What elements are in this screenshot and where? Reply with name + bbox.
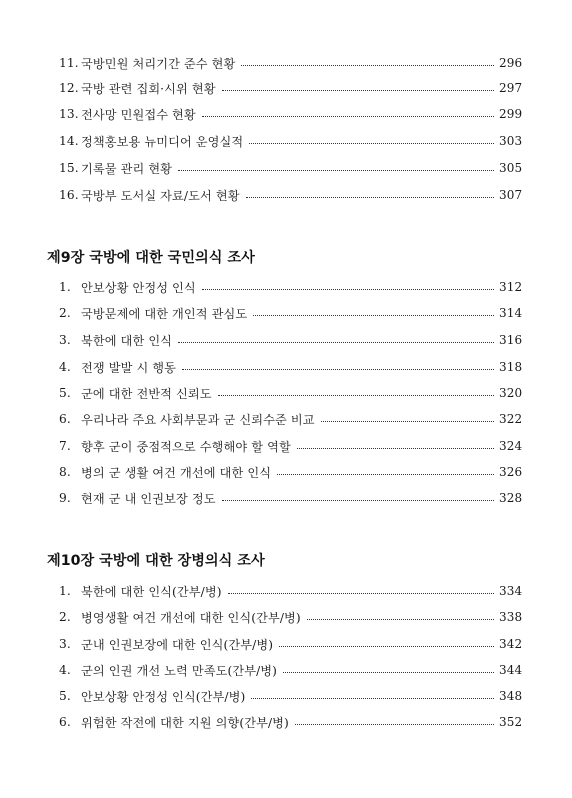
dot-leader	[178, 170, 494, 171]
toc-entry-number: 1.	[59, 280, 71, 294]
toc-entry[interactable]	[59, 53, 521, 73]
toc-entry-number: 11.	[59, 56, 79, 70]
toc-entry[interactable]	[59, 712, 521, 732]
toc-entry-title: 군내 인권보장에 대한 인식(간부/병)	[81, 637, 274, 652]
toc-entry-title: 병의 군 생활 여건 개선에 대한 인식	[81, 465, 272, 480]
toc-entry[interactable]	[59, 581, 521, 601]
dot-leader	[222, 90, 494, 91]
toc-entry-title: 군의 인권 개선 노력 만족도(간부/병)	[81, 663, 278, 678]
dot-leader	[222, 500, 494, 501]
toc-entry-title: 안보상황 안정성 인식	[81, 280, 196, 295]
toc-entry[interactable]	[59, 409, 521, 429]
toc-entry-number: 1.	[59, 584, 71, 598]
toc-entry-number: 16.	[59, 188, 79, 202]
toc-entry-number: 3.	[59, 333, 71, 347]
toc-entry-page: 328	[499, 491, 523, 505]
dot-leader	[307, 619, 494, 620]
toc-entry-title: 병영생활 여건 개선에 대한 인식(간부/병)	[81, 610, 301, 625]
toc-entry-number: 6.	[59, 412, 71, 426]
toc-entry-title: 국방문제에 대한 개인적 관심도	[81, 306, 248, 321]
toc-entry-page: 352	[499, 715, 523, 729]
toc-entry-number: 2.	[59, 306, 71, 320]
toc-entry[interactable]	[59, 78, 521, 98]
toc-entry-page: 314	[499, 306, 523, 320]
toc-entry-title: 기록물 관리 현황	[81, 161, 173, 176]
dot-leader	[283, 672, 494, 673]
toc-entry[interactable]	[59, 330, 521, 350]
toc-entry-title: 향후 군이 중점적으로 수행해야 할 역할	[81, 439, 291, 454]
toc-entry[interactable]	[59, 660, 521, 680]
toc-entry-page: 316	[499, 333, 523, 347]
toc-entry-number: 2.	[59, 610, 71, 624]
toc-entry-title: 우리나라 주요 사회부문과 군 신뢰수준 비교	[81, 412, 315, 427]
chapter-heading[interactable]: 제10장 국방에 대한 장병의식 조사	[47, 553, 265, 569]
toc-entry[interactable]	[59, 158, 521, 178]
toc-entry[interactable]	[59, 488, 521, 508]
dot-leader	[182, 369, 494, 370]
toc-entry-number: 8.	[59, 465, 71, 479]
toc-entry-number: 13.	[59, 107, 79, 121]
toc-entry-number: 14.	[59, 134, 79, 148]
toc-entry-number: 3.	[59, 637, 71, 651]
toc-entry-title: 위험한 작전에 대한 지원 의향(간부/병)	[81, 715, 289, 730]
toc-entry-page: 312	[499, 280, 523, 294]
toc-entry-number: 5.	[59, 689, 71, 703]
dot-leader	[178, 342, 494, 343]
dot-leader	[218, 395, 494, 396]
dot-leader	[321, 421, 494, 422]
dot-leader	[277, 474, 494, 475]
toc-entry-title: 국방 관련 집회·시위 현황	[81, 81, 216, 96]
dot-leader	[297, 448, 494, 449]
dot-leader	[295, 724, 494, 725]
toc-entry-title: 전쟁 발발 시 행동	[81, 360, 177, 375]
toc-entry-page: 322	[499, 412, 523, 426]
toc-entry-title: 전사망 민원접수 현황	[81, 107, 196, 122]
chapter-heading[interactable]: 제9장 국방에 대한 국민의식 조사	[47, 250, 255, 266]
toc-entry-page: 348	[499, 689, 523, 703]
toc-entry-number: 15.	[59, 161, 79, 175]
toc-entry-title: 군에 대한 전반적 신뢰도	[81, 386, 212, 401]
toc-entry[interactable]	[59, 131, 521, 151]
toc-entry-page: 305	[499, 161, 523, 175]
dot-leader	[279, 646, 494, 647]
toc-entry[interactable]	[59, 634, 521, 654]
toc-entry-title: 북한에 대한 인식	[81, 333, 173, 348]
toc-entry-title: 정책홍보용 뉴미디어 운영실적	[81, 134, 244, 149]
toc-entry-page: 334	[499, 584, 523, 598]
dot-leader	[253, 315, 494, 316]
toc-entry-page: 296	[499, 56, 523, 70]
toc-entry[interactable]	[59, 357, 521, 377]
toc-entry-number: 4.	[59, 360, 71, 374]
toc-entry[interactable]	[59, 185, 521, 205]
toc-entry-page: 326	[499, 465, 523, 479]
dot-leader	[202, 116, 494, 117]
toc-entry[interactable]	[59, 686, 521, 706]
toc-entry-page: 307	[499, 188, 523, 202]
toc-entry-number: 7.	[59, 439, 71, 453]
toc-entry-page: 324	[499, 439, 523, 453]
toc-entry-page: 342	[499, 637, 523, 651]
dot-leader	[202, 289, 494, 290]
toc-entry[interactable]	[59, 436, 521, 456]
toc-entry-page: 297	[499, 81, 523, 95]
dot-leader	[251, 698, 494, 699]
toc-entry-number: 4.	[59, 663, 71, 677]
toc-entry[interactable]	[59, 303, 521, 323]
toc-entry[interactable]	[59, 607, 521, 627]
toc-entry[interactable]	[59, 277, 521, 297]
dot-leader	[228, 593, 494, 594]
toc-entry-title: 현재 군 내 인권보장 정도	[81, 491, 216, 506]
toc-entry-number: 5.	[59, 386, 71, 400]
dot-leader	[241, 65, 494, 66]
toc-entry[interactable]	[59, 462, 521, 482]
toc-entry-page: 320	[499, 386, 523, 400]
toc-entry[interactable]	[59, 104, 521, 124]
dot-leader	[246, 197, 494, 198]
toc-entry-page: 344	[499, 663, 523, 677]
toc-entry-page: 303	[499, 134, 523, 148]
toc-entry-title: 북한에 대한 인식(간부/병)	[81, 584, 222, 599]
toc-entry[interactable]	[59, 383, 521, 403]
toc-entry-number: 6.	[59, 715, 71, 729]
toc-entry-page: 299	[499, 107, 523, 121]
toc-entry-number: 9.	[59, 491, 71, 505]
toc-entry-title: 국방민원 처리기간 준수 현황	[81, 56, 236, 71]
toc-entry-page: 338	[499, 610, 523, 624]
toc-entry-page: 318	[499, 360, 523, 374]
toc-entry-title: 국방부 도서실 자료/도서 현황	[81, 188, 240, 203]
dot-leader	[249, 143, 494, 144]
toc-entry-title: 안보상황 안정성 인식(간부/병)	[81, 689, 246, 704]
toc-entry-number: 12.	[59, 81, 79, 95]
